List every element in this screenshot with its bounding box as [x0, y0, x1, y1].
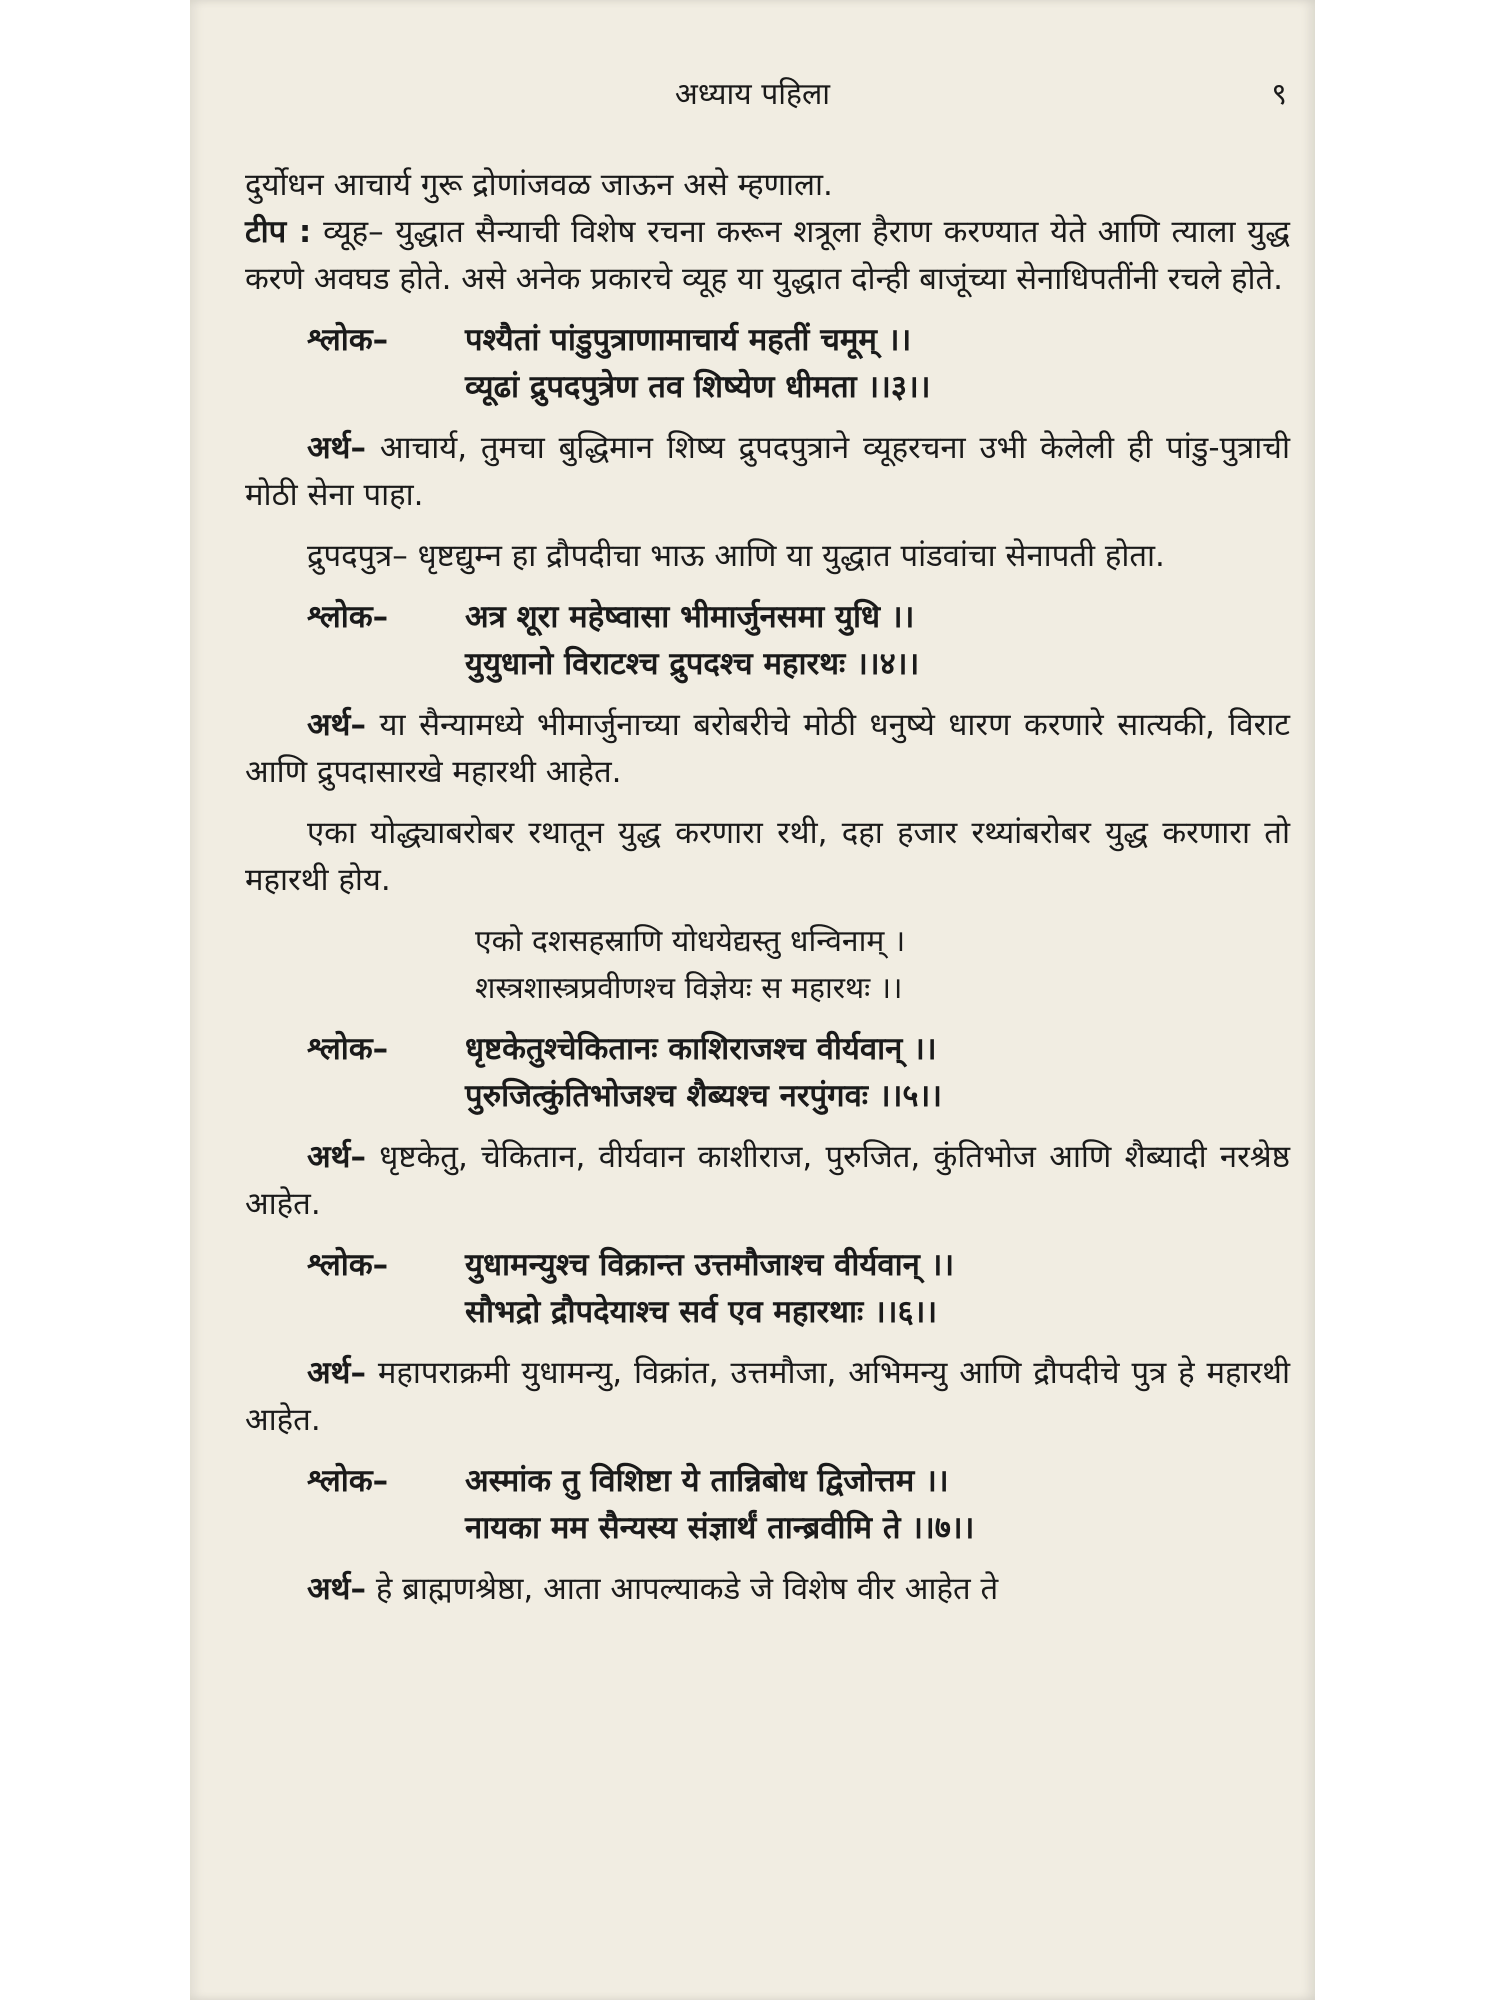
quote-line-2: शस्त्रशास्त्रप्रवीणश्च विज्ञेयः स महारथः ।। — [475, 971, 903, 1006]
shloka-label: श्लोक– — [307, 322, 389, 358]
meaning-label: अर्थ– — [307, 1355, 366, 1391]
paragraph: द्रुपदपुत्र– धृष्टद्युम्न हा द्रौपदीचा भाऊ आणि या युद्धात पांडवांचा सेनापती होता. — [307, 538, 1165, 574]
shloka-label: श्लोक– — [307, 1463, 389, 1499]
shloka-label: श्लोक– — [307, 1247, 389, 1283]
note-paragraph — [245, 209, 1290, 303]
shloka-line-1: युधामन्युश्च विक्रान्त उत्तमौजाश्च वीर्यवान् ।। — [465, 1247, 955, 1283]
book-page — [190, 0, 1315, 2000]
shloka-line-2: नायका मम सैन्यस्य संज्ञार्थं तान्ब्रवीमि ते ।।७।। — [465, 1510, 975, 1546]
meaning-paragraph — [245, 1350, 1290, 1444]
shloka-label: श्लोक– — [307, 599, 389, 635]
shloka-5 — [307, 1026, 1290, 1120]
shloka-line-2: सौभद्रो द्रौपदेयाश्च सर्व एव महारथाः ।।६।। — [465, 1294, 938, 1330]
paragraph: एका योद्ध्याबरोबर रथातून युद्ध करणारा रथी, दहा हजार रथ्यांबरोबर युद्ध करणारा तो महारथी होय. — [245, 815, 1290, 898]
meaning-paragraph — [245, 702, 1290, 796]
meaning-paragraph — [245, 1134, 1290, 1228]
note-text: व्यूह– युद्धात सैन्याची विशेष रचना करून शत्रूला हैराण करण्यात येते आणि त्याला युद्ध करणे अवघड होते. असे अनेक प्रकारचे व्यूह या युद्धात दोन्ही बाजूंच्या सेनाधिपतींनी रचले होते. — [245, 214, 1290, 297]
shloka-4 — [307, 594, 1290, 688]
meaning-label: अर्थ– — [307, 1139, 366, 1175]
meaning-paragraph — [245, 425, 1290, 519]
page-number: ९ — [1271, 77, 1287, 112]
page-body — [245, 162, 1290, 1613]
meaning-label: अर्थ– — [307, 1571, 366, 1607]
running-header — [190, 72, 1315, 112]
meaning-label: अर्थ– — [307, 707, 366, 743]
sanskrit-quote — [475, 918, 1290, 1012]
quote-line-1: एको दशसहस्राणि योधयेद्यस्तु धन्विनाम् । — [475, 924, 906, 959]
shloka-6 — [307, 1242, 1290, 1336]
meaning-paragraph — [245, 1566, 1290, 1613]
meaning-text: या सैन्यामध्ये भीमार्जुनाच्या बरोबरीचे मोठी धनुष्ये धारण करणारे सात्यकी, विराट आणि द्रुपदासारखे महारथी आहेत. — [245, 707, 1290, 790]
shloka-line-2: युयुधानो विराटश्च द्रुपदश्च महारथः ।।४।। — [465, 646, 920, 682]
meaning-text: हे ब्राह्मणश्रेष्ठा, आता आपल्याकडे जे विशेष वीर आहेत ते — [366, 1571, 999, 1607]
shloka-7 — [307, 1458, 1290, 1552]
note-label: टीप : — [245, 214, 312, 250]
shloka-line-1: अस्मांक तु विशिष्टा ये तान्निबोध द्विजोत्तम ।। — [465, 1463, 949, 1499]
shloka-line-2: पुरुजित्कुंतिभोजश्च शैब्यश्च नरपुंगवः ।।५।। — [465, 1078, 942, 1114]
shloka-line-1: धृष्टकेतुश्चेकितानः काशिराजश्च वीर्यवान् ।। — [465, 1031, 937, 1067]
meaning-text: आचार्य, तुमचा बुद्धिमान शिष्य द्रुपदपुत्राने व्यूहरचना उभी केलेली ही पांडु-पुत्राची मोठी सेना पाहा. — [245, 430, 1290, 513]
chapter-title: अध्याय पहिला — [674, 77, 831, 112]
shloka-line-2: व्यूढां द्रुपदपुत्रेण तव शिष्येण धीमता ।।३।। — [465, 369, 931, 405]
meaning-label: अर्थ– — [307, 430, 366, 466]
paragraph: दुर्योधन आचार्य गुरू द्रोणांजवळ जाऊन असे म्हणाला. — [245, 167, 833, 203]
meaning-text: महापराक्रमी युधामन्यु, विक्रांत, उत्तमौजा, अभिमन्यु आणि द्रौपदीचे पुत्र हे महारथी आहेत. — [245, 1355, 1290, 1438]
shloka-label: श्लोक– — [307, 1031, 389, 1067]
shloka-line-1: अत्र शूरा महेष्वासा भीमार्जुनसमा युधि ।। — [465, 599, 915, 635]
shloka-3 — [307, 317, 1290, 411]
meaning-text: धृष्टकेतु, चेकितान, वीर्यवान काशीराज, पुरुजित, कुंतिभोज आणि शैब्यादी नरश्रेष्ठ आहेत. — [245, 1139, 1290, 1222]
shloka-line-1: पश्यैतां पांडुपुत्राणामाचार्य महतीं चमूम् ।। — [465, 322, 912, 358]
